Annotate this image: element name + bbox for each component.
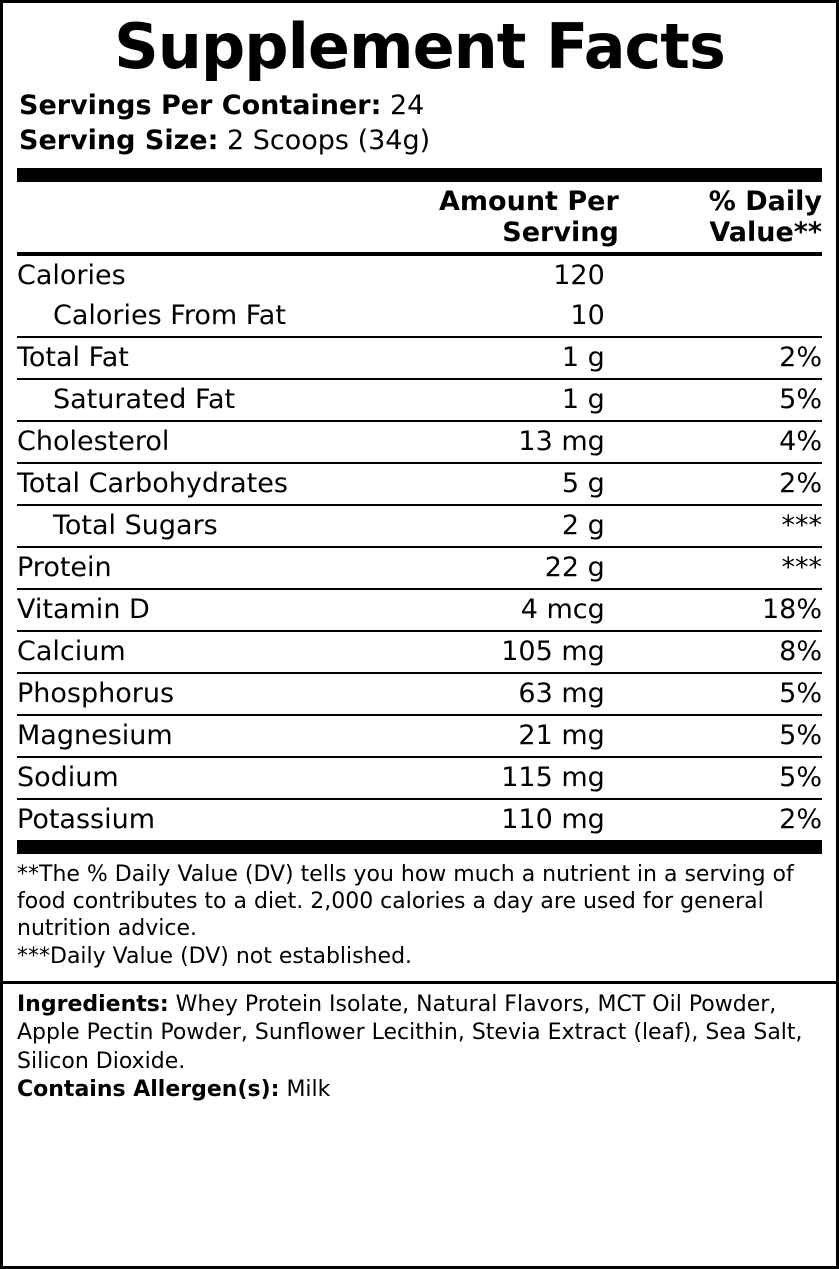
row-amount: 63 mg [355, 673, 629, 715]
header-amount-per-serving: Amount Per Serving [355, 182, 629, 254]
footnotes [17, 862, 822, 973]
row-amount: 13 mg [355, 421, 629, 463]
table-row [17, 715, 822, 757]
row-amount: 105 mg [355, 631, 629, 673]
row-name: Total Sugars [17, 505, 355, 547]
row-daily-value [629, 254, 822, 296]
table-row [17, 673, 822, 715]
bottom-rule [17, 840, 822, 854]
ingredients-line [17, 991, 822, 1075]
row-name: Calories [17, 259, 126, 291]
row-daily-value: *** [629, 505, 822, 547]
row-name: Calories From Fat [17, 296, 355, 337]
serving-size-label: Serving Size: [19, 124, 219, 156]
row-amount: 110 mg [501, 803, 605, 835]
nutrition-table [17, 182, 822, 840]
row-name: Total Fat [17, 337, 355, 379]
row-amount: 2 g [355, 505, 629, 547]
row-daily-value: 4% [629, 421, 822, 463]
servings-per-container-value: 24 [389, 89, 425, 121]
allergens-label: Contains Allergen(s): [17, 1076, 280, 1102]
row-amount: 5 g [355, 463, 629, 505]
row-name: Phosphorus [17, 673, 355, 715]
not-established-note: ***Daily Value (DV) not established. [17, 944, 413, 970]
row-amount: 115 mg [355, 757, 629, 799]
row-name: Vitamin D [17, 589, 355, 631]
header-blank [17, 182, 355, 254]
row-daily-value: 8% [629, 631, 822, 673]
row-name: Calcium [17, 631, 355, 673]
table-row [17, 296, 822, 337]
nutrition-table-body [17, 182, 822, 840]
table-row [17, 337, 822, 379]
row-daily-value: 2% [629, 337, 822, 379]
row-name: Potassium [17, 803, 156, 835]
table-row [17, 421, 822, 463]
row-daily-value: 18% [629, 589, 822, 631]
table-row [17, 757, 822, 799]
row-daily-value [629, 296, 822, 337]
ingredients-label: Ingredients: [17, 992, 169, 1018]
row-name: Sodium [17, 757, 355, 799]
table-header-row [17, 182, 822, 254]
table-row [17, 799, 822, 840]
row-amount: 1 g [355, 379, 629, 421]
row-daily-value: 2% [779, 803, 822, 835]
row-name: Cholesterol [17, 421, 355, 463]
table-row [17, 379, 822, 421]
row-name: Magnesium [17, 715, 355, 757]
row-daily-value: 5% [629, 673, 822, 715]
table-row [17, 505, 822, 547]
row-daily-value: 5% [629, 379, 822, 421]
row-daily-value: 5% [629, 757, 822, 799]
ingredients-text: Whey Protein Isolate, Natural Flavors, MCT Oil Powder, Apple Pectin Powder, Sunflower Lecithin, Stevia Extract (leaf), Sea Salt, Silicon Dioxide. [17, 992, 803, 1074]
row-amount: 22 g [355, 547, 629, 589]
top-rule [17, 168, 822, 182]
servings-per-container-label: Servings Per Container: [19, 89, 382, 121]
row-amount: 21 mg [355, 715, 629, 757]
row-amount: 120 [553, 259, 605, 291]
ingredients-section [17, 991, 822, 1104]
table-row [17, 547, 822, 589]
section-divider [3, 981, 836, 984]
table-row [17, 631, 822, 673]
row-daily-value: 5% [629, 715, 822, 757]
page-title: Supplement Facts [114, 10, 725, 83]
allergens-text: Milk [279, 1076, 331, 1102]
allergens-line [17, 1076, 822, 1104]
row-name: Total Carbohydrates [17, 463, 355, 505]
table-row [17, 589, 822, 631]
row-amount: 1 g [355, 337, 629, 379]
servings-per-container [19, 88, 822, 123]
row-daily-value: 2% [629, 463, 822, 505]
table-row [17, 463, 822, 505]
header-daily-value: % Daily Value** [629, 182, 822, 254]
serving-size [19, 123, 822, 158]
serving-size-value: 2 Scoops (34g) [227, 124, 431, 156]
row-name: Protein [17, 547, 355, 589]
row-name: Saturated Fat [17, 379, 355, 421]
table-row [17, 254, 822, 296]
row-amount: 4 mcg [355, 589, 629, 631]
daily-value-note: **The % Daily Value (DV) tells you how much a nutrient in a serving of food contributes to a diet. 2,000 calories a day are used for general nutrition advice. [17, 861, 794, 941]
row-amount: 10 [355, 296, 629, 337]
row-daily-value: *** [629, 547, 822, 589]
